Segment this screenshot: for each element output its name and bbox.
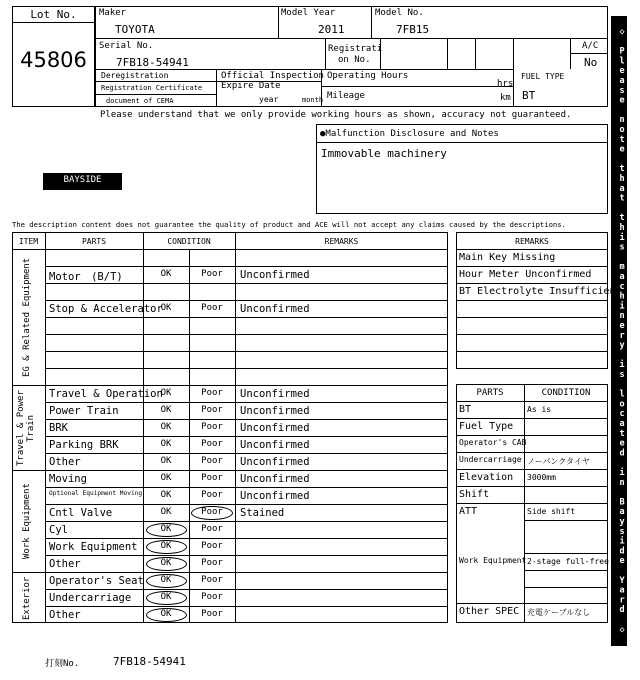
header-condition: CONDITION <box>167 237 211 246</box>
inspection-label-2: Expire Date <box>221 81 281 91</box>
row-poor: Poor <box>201 269 223 279</box>
row-part: Undercarriage <box>49 592 132 604</box>
row-poor: Poor <box>201 507 223 517</box>
row-ok: OK <box>160 303 172 313</box>
lot-number: 45806 <box>20 48 87 72</box>
right-part-name: Shift <box>459 489 490 500</box>
right-remark-item: BT Electrolyte Insufficient <box>459 286 622 297</box>
group-work: Work Equipment <box>22 483 32 560</box>
registration-certificate-label: Registration Certificate <box>101 84 203 92</box>
deregistration-label: Deregistration <box>101 71 169 80</box>
row-part: Power Train <box>49 405 119 417</box>
hrs-unit: hrs <box>497 79 514 89</box>
lot-label: Lot No. <box>30 8 77 21</box>
working-hours-notice: Please understand that we only provide working hours as shown, accuracy not guaranteed. <box>100 110 572 120</box>
row-ok: OK <box>160 422 172 432</box>
right-part-name: Other SPEC <box>459 606 520 617</box>
header-remarks: REMARKS <box>324 237 359 246</box>
row-part: Work Equipment <box>49 541 138 553</box>
ok-circle-mark <box>146 523 187 537</box>
malfunction-title: ●Malfunction Disclosure and Notes <box>320 129 499 139</box>
right-remark-item: Hour Meter Unconfirmed <box>459 269 592 280</box>
row-remark: Unconfirmed <box>240 422 310 434</box>
row-part: Cyl <box>49 524 68 536</box>
serial-value: 7FB18-54941 <box>116 56 189 69</box>
group-exterior: Exterior <box>22 576 32 620</box>
cema-document-label: document of CEMA <box>106 97 174 105</box>
row-poor: Poor <box>201 558 223 568</box>
row-ok: OK <box>160 609 172 619</box>
row-part: Other <box>49 456 81 468</box>
disclaimer-text: The description content does not guarantee the quality of product and ACE will not accept any claims caused by the descriptions. <box>12 220 566 229</box>
row-poor: Poor <box>201 524 223 534</box>
ac-label: A/C <box>582 41 599 51</box>
row-ok: OK <box>160 541 172 551</box>
model-no-label: Model No. <box>375 8 424 18</box>
side-banner-text: ◇ Please note that this machinery is located in Bayside Yard ◇ <box>617 27 627 635</box>
serial-label: Serial No. <box>99 41 154 51</box>
row-remark: Unconfirmed <box>240 439 310 451</box>
stamp-label: 打刻No. <box>45 659 80 669</box>
maker-value: TOYOTA <box>115 23 155 36</box>
row-ok: OK <box>160 405 172 415</box>
maker-label: Maker <box>99 8 127 18</box>
ok-circle-mark <box>146 591 187 605</box>
row-ok: OK <box>160 388 172 398</box>
inspection-year-label: year <box>259 95 279 104</box>
row-poor: Poor <box>201 592 223 602</box>
mileage-label: Mileage <box>327 91 365 101</box>
row-poor: Poor <box>201 422 223 432</box>
row-ok: OK <box>160 524 172 534</box>
right-parts-header-condition: CONDITION <box>541 388 591 398</box>
right-part-name: Work Equipment <box>459 556 527 565</box>
right-part-name: ATT <box>459 506 478 517</box>
row-poor: Poor <box>201 609 223 619</box>
inspection-label-1: Official Inspection <box>221 71 324 81</box>
model-no-value: 7FB15 <box>396 23 430 36</box>
row-part: Stop & Accelerator <box>49 303 163 315</box>
row-ok: OK <box>160 558 172 568</box>
operating-hours-label: Operating Hours <box>327 71 409 81</box>
row-part: Motor (B/T) <box>49 271 123 283</box>
ok-circle-mark <box>146 574 187 588</box>
right-part-name: Operator's CAB <box>459 438 527 447</box>
right-part-condition: 充電ケーブルなし <box>527 608 591 617</box>
right-remarks-header: REMARKS <box>515 237 549 246</box>
model-year-label: Model Year <box>281 8 336 18</box>
fuel-type-value: BT <box>522 89 536 102</box>
row-remark: Unconfirmed <box>240 388 310 400</box>
poor-circle-mark <box>191 506 233 520</box>
ok-circle-mark <box>146 608 187 622</box>
ac-value: No <box>584 56 598 69</box>
right-part-condition: ノーパンクタイヤ <box>527 457 590 466</box>
row-part: Moving <box>49 473 87 485</box>
row-part: BRK <box>49 422 68 434</box>
row-remark: Unconfirmed <box>240 303 310 315</box>
group-travel: Travel & Power Train <box>16 390 36 466</box>
row-part: Optional Equipment Moving <box>49 490 143 497</box>
row-remark: Unconfirmed <box>240 456 310 468</box>
ok-circle-mark <box>146 540 187 554</box>
row-ok: OK <box>160 269 172 279</box>
row-ok: OK <box>160 592 172 602</box>
group-eg: EG & Related Equipment <box>22 257 32 378</box>
row-ok: OK <box>160 575 172 585</box>
right-part-name: Elevation <box>459 472 514 483</box>
row-remark: Unconfirmed <box>240 269 310 281</box>
row-ok: OK <box>160 490 172 500</box>
row-part: Cntl Valve <box>49 507 113 519</box>
row-poor: Poor <box>201 456 223 466</box>
row-part: Other <box>49 609 81 621</box>
km-unit: km <box>500 93 511 103</box>
right-part-name: Undercarriage <box>459 455 522 464</box>
row-part: Operator's Seat <box>49 575 144 587</box>
row-poor: Poor <box>201 490 223 500</box>
inspection-month-label: month <box>302 96 324 104</box>
row-part: Travel & Operation <box>49 388 163 400</box>
header-item: ITEM <box>18 237 39 246</box>
right-part-condition: As is <box>527 405 552 414</box>
registration-label-1: Registrati <box>328 44 383 54</box>
row-ok: OK <box>160 507 172 517</box>
right-part-condition: 2-stage full-free <box>527 557 609 566</box>
right-part-condition: Side shift <box>527 507 576 516</box>
row-poor: Poor <box>201 541 223 551</box>
right-remark-item: Main Key Missing <box>459 252 556 263</box>
right-parts-header-parts: PARTS <box>476 388 504 398</box>
model-year-value: 2011 <box>318 23 345 36</box>
row-ok: OK <box>160 473 172 483</box>
row-poor: Poor <box>201 388 223 398</box>
location-badge-label: BAYSIDE <box>63 175 102 185</box>
row-poor: Poor <box>201 405 223 415</box>
malfunction-text: Immovable machinery <box>321 147 447 160</box>
header-parts: PARTS <box>81 237 107 246</box>
row-poor: Poor <box>201 575 223 585</box>
right-part-name: BT <box>459 404 472 415</box>
fuel-type-label: FUEL TYPE <box>521 72 565 81</box>
row-remark: Unconfirmed <box>240 490 310 502</box>
row-poor: Poor <box>201 439 223 449</box>
registration-label-2: on No. <box>338 55 371 65</box>
row-part: Other <box>49 558 81 570</box>
stamp-value: 7FB18-54941 <box>113 655 186 668</box>
row-ok: OK <box>160 439 172 449</box>
row-remark: Stained <box>240 507 285 519</box>
right-part-name: Fuel Type <box>459 421 514 432</box>
right-part-condition: 3000mm <box>527 473 556 482</box>
row-remark: Unconfirmed <box>240 473 310 485</box>
row-part: Parking BRK <box>49 439 119 451</box>
ok-circle-mark <box>146 557 187 571</box>
row-remark: Unconfirmed <box>240 405 310 417</box>
row-ok: OK <box>160 456 172 466</box>
row-poor: Poor <box>201 473 223 483</box>
row-poor: Poor <box>201 303 223 313</box>
